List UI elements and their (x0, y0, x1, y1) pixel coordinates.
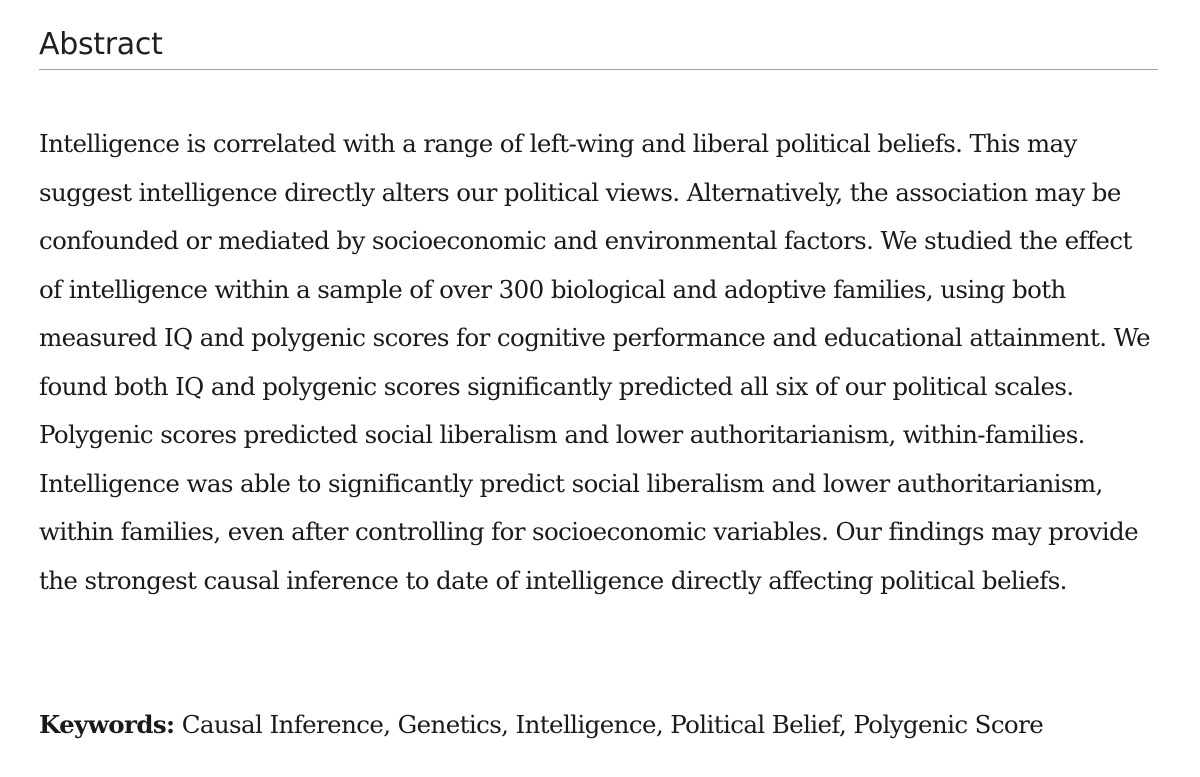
keywords-line (39, 701, 1158, 750)
keywords-label: Keywords: (39, 710, 175, 739)
heading-divider (39, 69, 1158, 70)
keywords-values: Causal Inference, Genetics, Intelligence, Political Belief, Polygenic Score (181, 710, 1044, 739)
abstract-text: Intelligence is correlated with a range of left-wing and liberal political beliefs. This may suggest intelligence directly alters our political views. Alternatively, the association may be confounded or mediated by socioeconomic and environmental factors. We studied the effect of intelligence within a sample of over 300 biological and adoptive families, using both measured IQ and polygenic scores for cognitive performance and educational attainment. We found both IQ and polygenic scores significantly predicted all six of our political scales. Polygenic scores predicted social liberalism and lower authoritarianism, within-families. Intelligence was able to significantly predict social liberalism and lower authoritarianism, within families, even after controlling for socioeconomic variables. Our findings may provide the strongest causal inference to date of intelligence directly affecting political beliefs. (39, 129, 1151, 595)
abstract-heading: Abstract (39, 27, 163, 62)
abstract-section (39, 0, 1158, 739)
